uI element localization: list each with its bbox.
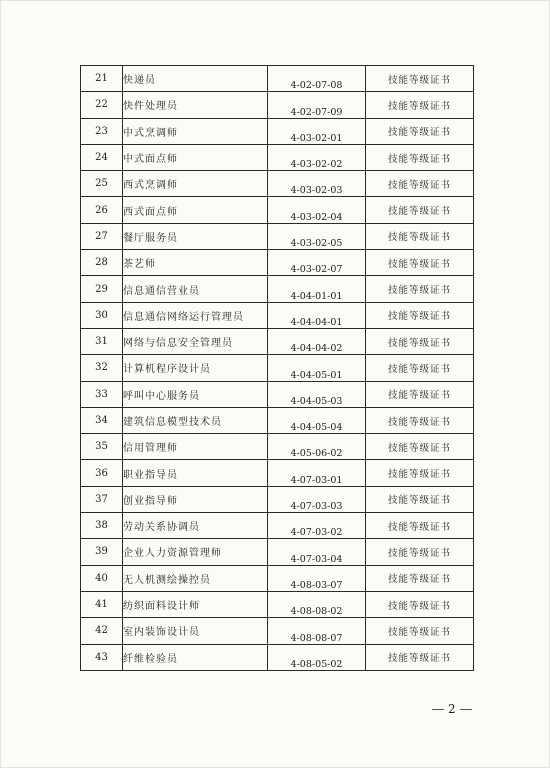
table-row <box>81 644 474 670</box>
table-row <box>81 328 474 354</box>
table-row <box>81 197 474 223</box>
table-row <box>81 276 474 302</box>
occupation-name-cell: 无人机测绘操控员 <box>123 565 268 591</box>
table-body <box>81 66 474 671</box>
occupation-name-cell: 西式烹调师 <box>123 171 268 197</box>
certificate-type-cell: 技能等级证书 <box>366 539 474 565</box>
table-row <box>81 171 474 197</box>
certificate-type-cell: 技能等级证书 <box>366 381 474 407</box>
occupation-name-cell: 西式面点师 <box>123 197 268 223</box>
table-row <box>81 92 474 118</box>
certificate-type-cell: 技能等级证书 <box>366 118 474 144</box>
certificate-type-cell: 技能等级证书 <box>366 144 474 170</box>
occupation-name-cell: 快件处理员 <box>123 92 268 118</box>
certificate-type-cell: 技能等级证书 <box>366 644 474 670</box>
certificate-type-cell: 技能等级证书 <box>366 513 474 539</box>
occupation-code-cell: 4-03-02-02 <box>268 144 366 170</box>
certificate-type-cell: 技能等级证书 <box>366 66 474 92</box>
occupation-code-cell: 4-08-05-02 <box>268 644 366 670</box>
row-number-cell: 31 <box>81 328 123 354</box>
row-number-cell: 24 <box>81 144 123 170</box>
occupation-name-cell: 建筑信息模型技术员 <box>123 407 268 433</box>
occupation-code-cell: 4-08-08-02 <box>268 591 366 617</box>
row-number-cell: 25 <box>81 171 123 197</box>
row-number-cell: 43 <box>81 644 123 670</box>
occupation-name-cell: 计算机程序设计员 <box>123 355 268 381</box>
certificate-type-cell: 技能等级证书 <box>366 486 474 512</box>
row-number-cell: 37 <box>81 486 123 512</box>
occupation-code-cell: 4-04-04-01 <box>268 302 366 328</box>
row-number-cell: 33 <box>81 381 123 407</box>
row-number-cell: 39 <box>81 539 123 565</box>
page-number <box>428 702 476 716</box>
occupation-name-cell: 企业人力资源管理师 <box>123 539 268 565</box>
table-row <box>81 144 474 170</box>
occupation-code-cell: 4-08-08-07 <box>268 618 366 644</box>
row-number-cell: 30 <box>81 302 123 328</box>
page-number-dash-left <box>432 709 444 710</box>
row-number-cell: 34 <box>81 407 123 433</box>
table-row <box>81 302 474 328</box>
occupation-code-cell: 4-04-01-01 <box>268 276 366 302</box>
page-number-value: 2 <box>448 702 456 716</box>
table-row <box>81 381 474 407</box>
certificate-type-cell: 技能等级证书 <box>366 434 474 460</box>
table-row <box>81 539 474 565</box>
occupation-code-cell: 4-04-05-03 <box>268 381 366 407</box>
occupation-code-cell: 4-07-03-02 <box>268 513 366 539</box>
occupation-code-cell: 4-04-04-02 <box>268 328 366 354</box>
occupation-code-cell: 4-05-06-02 <box>268 434 366 460</box>
row-number-cell: 38 <box>81 513 123 539</box>
occupation-name-cell: 快递员 <box>123 66 268 92</box>
row-number-cell: 42 <box>81 618 123 644</box>
certificate-type-cell: 技能等级证书 <box>366 250 474 276</box>
occupation-code-cell: 4-08-03-07 <box>268 565 366 591</box>
occupation-name-cell: 纤维检验员 <box>123 644 268 670</box>
row-number-cell: 35 <box>81 434 123 460</box>
occupation-name-cell: 纺织面料设计师 <box>123 591 268 617</box>
table-row <box>81 250 474 276</box>
certificate-type-cell: 技能等级证书 <box>366 460 474 486</box>
certificate-type-cell: 技能等级证书 <box>366 92 474 118</box>
row-number-cell: 21 <box>81 66 123 92</box>
certificate-type-cell: 技能等级证书 <box>366 591 474 617</box>
occupation-name-cell: 餐厅服务员 <box>123 223 268 249</box>
certificate-type-cell: 技能等级证书 <box>366 565 474 591</box>
occupation-code-cell: 4-03-02-07 <box>268 250 366 276</box>
occupation-code-cell: 4-04-05-01 <box>268 355 366 381</box>
certificate-type-cell: 技能等级证书 <box>366 171 474 197</box>
occupation-name-cell: 劳动关系协调员 <box>123 513 268 539</box>
occupation-name-cell: 职业指导员 <box>123 460 268 486</box>
table-row <box>81 434 474 460</box>
table-row <box>81 407 474 433</box>
occupation-name-cell: 创业指导师 <box>123 486 268 512</box>
occupation-name-cell: 网络与信息安全管理员 <box>123 328 268 354</box>
occupation-name-cell: 信用管理师 <box>123 434 268 460</box>
certificate-type-cell: 技能等级证书 <box>366 328 474 354</box>
certificate-type-cell: 技能等级证书 <box>366 302 474 328</box>
row-number-cell: 40 <box>81 565 123 591</box>
table-row <box>81 565 474 591</box>
occupation-code-cell: 4-03-02-05 <box>268 223 366 249</box>
table-row <box>81 66 474 92</box>
occupation-name-cell: 呼叫中心服务员 <box>123 381 268 407</box>
occupation-name-cell: 信息通信网络运行管理员 <box>123 302 268 328</box>
table-row <box>81 118 474 144</box>
certificate-type-cell: 技能等级证书 <box>366 355 474 381</box>
occupation-code-cell: 4-04-05-04 <box>268 407 366 433</box>
table-row <box>81 513 474 539</box>
row-number-cell: 27 <box>81 223 123 249</box>
occupation-name-cell: 中式面点师 <box>123 144 268 170</box>
occupation-name-cell: 茶艺师 <box>123 250 268 276</box>
row-number-cell: 28 <box>81 250 123 276</box>
occupation-name-cell: 室内装饰设计员 <box>123 618 268 644</box>
occupation-name-cell: 中式烹调师 <box>123 118 268 144</box>
occupation-code-cell: 4-07-03-03 <box>268 486 366 512</box>
table-row <box>81 486 474 512</box>
table-row <box>81 618 474 644</box>
occupation-code-cell: 4-03-02-01 <box>268 118 366 144</box>
row-number-cell: 22 <box>81 92 123 118</box>
table-row <box>81 591 474 617</box>
certificate-type-cell: 技能等级证书 <box>366 223 474 249</box>
occupation-table <box>80 65 474 671</box>
table-row <box>81 355 474 381</box>
occupation-name-cell: 信息通信营业员 <box>123 276 268 302</box>
table-row <box>81 223 474 249</box>
certificate-type-cell: 技能等级证书 <box>366 276 474 302</box>
occupation-code-cell: 4-02-07-08 <box>268 66 366 92</box>
occupation-code-cell: 4-07-03-04 <box>268 539 366 565</box>
table-row <box>81 460 474 486</box>
occupation-code-cell: 4-02-07-09 <box>268 92 366 118</box>
row-number-cell: 29 <box>81 276 123 302</box>
row-number-cell: 26 <box>81 197 123 223</box>
certificate-type-cell: 技能等级证书 <box>366 197 474 223</box>
page-number-dash-right <box>460 709 472 710</box>
occupation-code-cell: 4-07-03-01 <box>268 460 366 486</box>
certificate-type-cell: 技能等级证书 <box>366 618 474 644</box>
occupation-code-cell: 4-03-02-03 <box>268 171 366 197</box>
row-number-cell: 23 <box>81 118 123 144</box>
certificate-type-cell: 技能等级证书 <box>366 407 474 433</box>
row-number-cell: 41 <box>81 591 123 617</box>
row-number-cell: 32 <box>81 355 123 381</box>
row-number-cell: 36 <box>81 460 123 486</box>
occupation-code-cell: 4-03-02-04 <box>268 197 366 223</box>
